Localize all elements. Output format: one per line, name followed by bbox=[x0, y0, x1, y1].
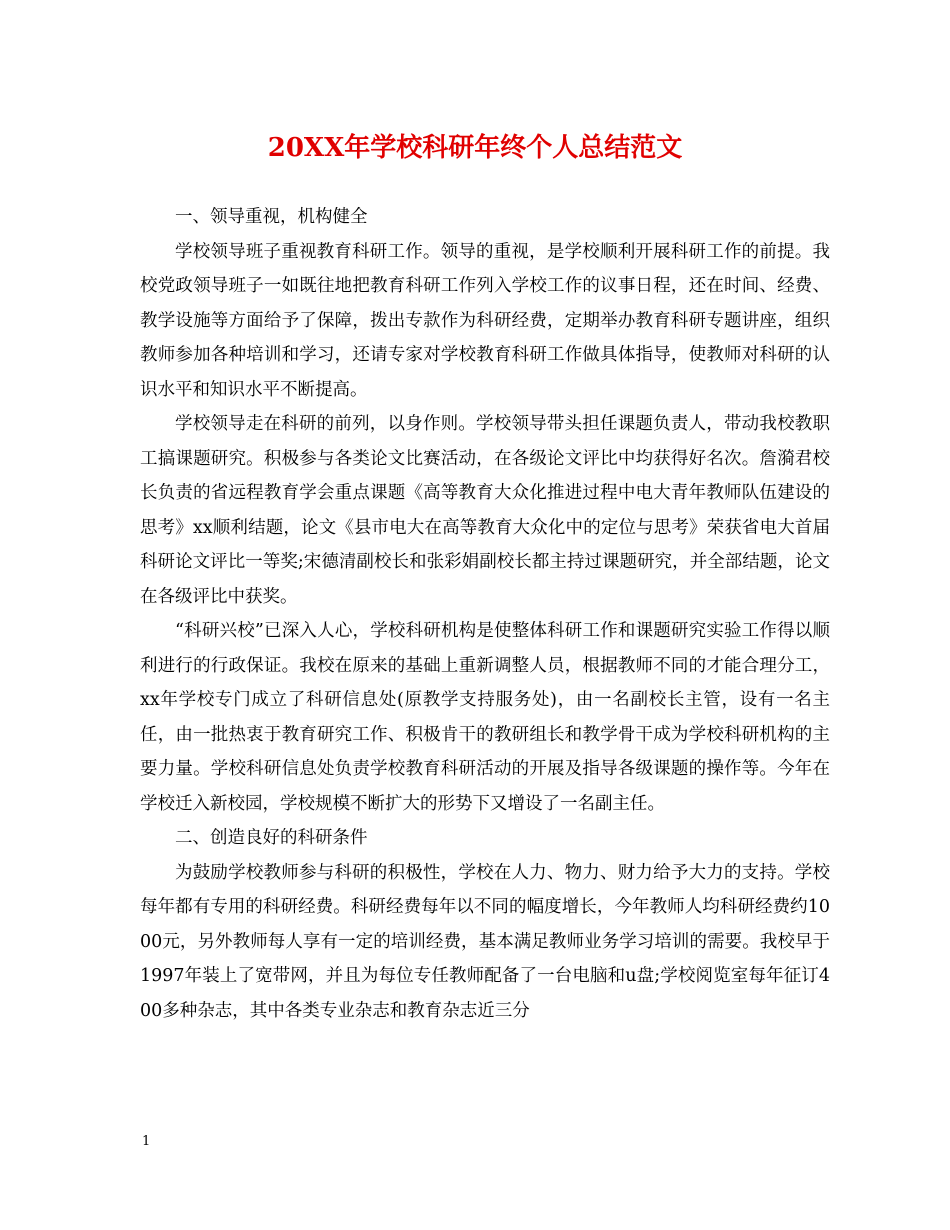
paragraph: 为鼓励学校教师参与科研的积极性，学校在人力、物力、财力给予大力的支持。学校每年都有专用的科研经费。科研经费每年以不同的幅度增长，今年教师人均科研经费约1000元，另外教师每人享有一定的培训经费，基本满足教师业务学习培训的需要。我校早于1997年装上了宽带网，并且为每位专任教师配备了一台电脑和u盘;学校阅览室每年征订400多种杂志，其中各类专业杂志和教育杂志近三分 bbox=[140, 862, 830, 1021]
section-heading-1: 一、领导重视，机构健全 bbox=[175, 207, 368, 227]
paragraph: “科研兴校”已深入人心，学校科研机构是使整体科研工作和课题研究实验工作得以顺利进行的行政保证。我校在原来的基础上重新调整人员，根据教师不同的才能合理分工，xx年学校专门成立了科研信息处(原教学支持服务处)，由一名副校长主管，设有一名主任，由一批热衷于教育研究工作、积极肯干的教研组长和教学骨干成为学校科研机构的主要力量。学校科研信息处负责学校教育科研活动的开展及指导各级课题的操作等。今年在学校迁入新校园，学校规模不断扩大的形势下又增设了一名副主任。 bbox=[140, 621, 830, 814]
document-body bbox=[140, 200, 830, 1028]
paragraph: 学校领导走在科研的前列，以身作则。学校领导带头担任课题负责人，带动我校教职工搞课题研究。积极参与各类论文比赛活动，在各级论文评比中均获得好名次。詹漪君校长负责的省远程教育学会重点课题《高等教育大众化推进过程中电大青年教师队伍建设的思考》xx顺利结题，论文《县市电大在高等教育大众化中的定位与思考》荣获省电大首届科研论文评比一等奖;宋德清副校长和张彩娟副校长都主持过课题研究，并全部结题，论文在各级评比中获奖。 bbox=[140, 414, 830, 607]
document-title: 20XX年学校科研年终个人总结范文 bbox=[267, 133, 683, 163]
section-heading-2: 二、创造良好的科研条件 bbox=[175, 828, 368, 848]
page-number: 1 bbox=[142, 1134, 151, 1149]
paragraph: 学校领导班子重视教育科研工作。领导的重视，是学校顺利开展科研工作的前提。我校党政领导班子一如既往地把教育科研工作列入学校工作的议事日程，还在时间、经费、教学设施等方面给予了保障，拨出专款作为科研经费，定期举办教育科研专题讲座，组织教师参加各种培训和学习，还请专家对学校教育科研工作做具体指导，使教师对科研的认识水平和知识水平不断提高。 bbox=[140, 241, 830, 400]
